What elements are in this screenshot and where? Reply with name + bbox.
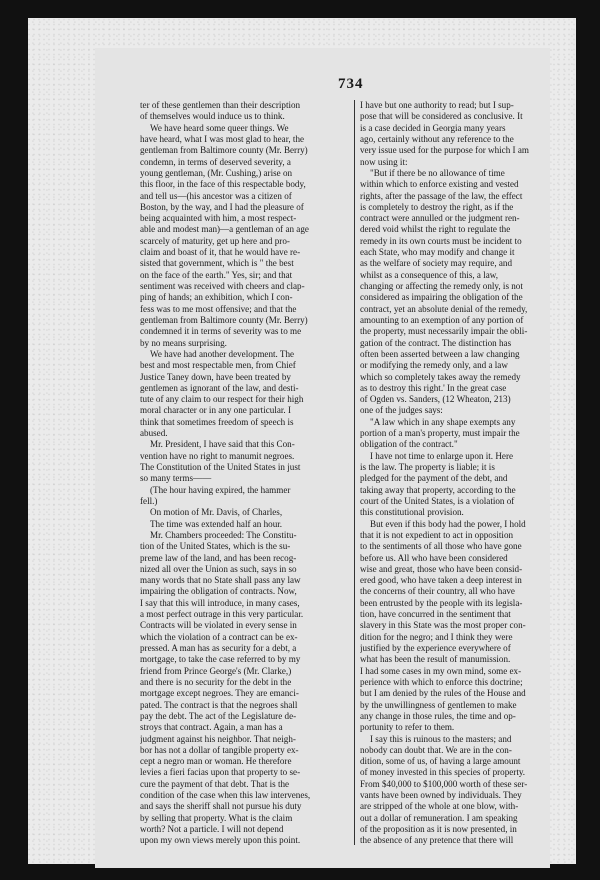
text-line: ered good, who have taken a deep interest in: [360, 575, 522, 586]
text-line: very issue used for the purpose for which I am: [360, 145, 529, 156]
text-line: been entrusted by the people with its legisla-: [360, 597, 523, 608]
text-line: "But if there be no allowance of time: [370, 167, 505, 178]
text-line: to the sentiments of all those who have gone: [360, 541, 522, 552]
text-line: We have heard some queer things. We: [150, 122, 289, 133]
text-line: what has been the result of manumission.: [360, 654, 511, 665]
text-line: now using it:: [360, 156, 408, 167]
text-line: vention have no right to manumit negroes.: [140, 450, 295, 461]
text-line: able and modest man)—a gentleman of an age: [140, 224, 309, 235]
text-line: but I am denied by the rules of the House and: [360, 688, 526, 699]
text-line: remedy in its own courts must be incident to: [360, 235, 522, 246]
text-line: mortgage except negroes. They are emanci-: [140, 688, 299, 699]
column-divider: [354, 100, 355, 845]
text-line: young gentleman, (Mr. Cushing,) arise on: [140, 167, 293, 178]
text-line: often been asserted between a law changing: [360, 348, 520, 359]
text-line: abused.: [140, 428, 168, 439]
text-line: I have not time to enlarge upon it. Here: [370, 450, 514, 461]
text-line: condemned it in terms of severity was to me: [140, 326, 302, 337]
text-line: upon my own views merely upon this point.: [140, 835, 301, 846]
text-line: is the law. The property is liable; it is: [360, 462, 495, 472]
text-line: many words that no State shall pass any law: [140, 575, 301, 586]
text-line: tion, have concurred in the sentiment that: [360, 609, 511, 620]
text-line: a most perfect outrage in this very particular.: [140, 609, 304, 620]
text-line: the absence of any pretence that there will: [360, 835, 514, 846]
text-line: The time was extended half an hour.: [150, 518, 283, 529]
text-line: is completely to destroy the right, as if the: [360, 201, 514, 212]
text-line: this floor, in the face of this respectable body,: [140, 179, 306, 190]
text-line: From $40,000 to $100,000 worth of these ser-: [360, 778, 528, 789]
text-line: amounting to an exemption of any portion of: [360, 314, 524, 325]
text-line: obligation of the contract.": [360, 439, 458, 450]
text-line: is a case decided in Georgia many years: [360, 122, 506, 133]
text-line: pledged for the payment of the debt, and: [360, 473, 508, 484]
text-line: dition, some of us, of having a large amount: [360, 756, 521, 767]
text-line: pated. The contract is that the negroes shall: [140, 699, 298, 710]
text-line: of money invested in this species of property.: [360, 767, 526, 778]
text-line: gentleman from Baltimore county (Mr. Berry): [140, 145, 308, 156]
page-number: 734: [338, 76, 364, 92]
text-line: which the violation of a contract can be ex-: [140, 631, 298, 642]
text-line: pose that will be considered as conclusive. It: [360, 111, 523, 122]
text-line: portion of a man's property, must impair the: [360, 428, 520, 439]
text-line: this constitutional provision.: [360, 507, 464, 518]
text-line: Mr. Chambers proceeded: The Constitu-: [150, 529, 297, 540]
text-line: that it is not expedient to act in opposition: [360, 529, 514, 540]
text-line: Contracts will be violated in every sense in: [140, 620, 297, 631]
text-line: pressed. A man has as security for a debt, a: [140, 643, 297, 653]
text-line: as the welfare of society may require, and: [360, 258, 513, 269]
text-line: We have had another development. The: [150, 348, 295, 359]
text-line: before us. All who have been considered: [360, 552, 508, 563]
text-line: "A law which in any shape exempts any: [370, 416, 516, 427]
right-column: [360, 100, 565, 847]
text-line: dered void whilst the right to regulate the: [360, 224, 511, 235]
text-line: each State, who may modify and change it: [360, 247, 515, 258]
text-line: changing or affecting the remedy only, is not: [360, 281, 523, 291]
text-line: levies a fieri facias upon that property to se-: [140, 767, 301, 778]
text-line: wise and great, those who have been consid-: [360, 563, 523, 574]
text-line: stroys that contract. Again, a man has a: [140, 722, 283, 733]
text-line: out a dollar of remuneration. I am speaking: [360, 812, 518, 823]
text-line: fell.): [140, 495, 158, 506]
text-line: I say that this will introduce, in many cases,: [140, 597, 300, 608]
text-line: (The hour having expired, the hammer: [150, 484, 291, 495]
text-line: have heard, what I was most glad to hear, the: [140, 133, 305, 144]
text-line: the property, must necessarily impair the obli-: [360, 326, 528, 337]
text-line: portunity to refer to them.: [360, 722, 455, 733]
text-line: contract, yet an absolute denial of the remedy,: [360, 303, 528, 314]
text-line: judgment against his neighbor. That neigh-: [140, 733, 296, 744]
text-line: claim and boast of it, that he would have re-: [140, 247, 301, 258]
text-line: taking away that property, according to the: [360, 484, 516, 495]
text-line: Mr. President, I have said that this Con-: [150, 439, 295, 450]
text-line: considered as impairing the obligation of the: [360, 292, 523, 303]
text-line: sentiment was received with cheers and clap-: [140, 281, 305, 291]
text-line: I had some cases in my own mind, some ex-: [360, 665, 522, 676]
text-line: cure the payment of that debt. That is the: [140, 778, 290, 789]
text-line: court of the United States, is a violation of: [360, 495, 515, 506]
text-line: sisted that government, which is " the best: [140, 258, 294, 269]
text-line: on the face of the earth." Yes, sir; and that: [140, 269, 293, 280]
text-line: I say this is ruinous to the masters; and: [370, 733, 512, 744]
text-line: one of the judges says:: [360, 405, 443, 416]
text-line: whilst as a consequence of this, a law,: [360, 269, 499, 280]
text-line: nobody can doubt that. We are in the con-: [360, 744, 512, 755]
text-line: tute of any claim to our respect for their high: [140, 394, 304, 405]
text-line: rights, after the passage of the law, the effect: [360, 190, 523, 201]
text-line: by selling that property. What is the claim: [140, 812, 293, 823]
text-line: condemn, in terms of deserved severity, a: [140, 156, 291, 167]
text-line: gentleman from Baltimore county (Mr. Berry): [140, 314, 308, 325]
text-line: But even if this body had the power, I hold: [370, 518, 526, 529]
text-line: gation of the contract. The distinction has: [360, 337, 512, 348]
text-line: nized all over the Union as such, says in so: [140, 563, 297, 574]
text-line: ter of these gentlemen than their description: [140, 100, 301, 110]
text-line: contract were annulled or the judgment ren-: [360, 213, 520, 224]
text-line: fess was to me most offensive; and that the: [140, 303, 297, 314]
text-line: or modifying the remedy only, and a law: [360, 360, 508, 371]
text-line: I have but one authority to read; but I sup-: [360, 100, 514, 110]
text-line: within which to enforce existing and vested: [360, 179, 519, 190]
text-line: tion of the United States, which is the su-: [140, 541, 291, 552]
text-line: by no means surprising.: [140, 337, 227, 348]
text-line: preme law of the land, and has been recog-: [140, 552, 297, 563]
text-line: vants have been owned by individuals. They: [360, 790, 522, 801]
text-line: scarcely of maturity, get up here and pro-: [140, 235, 290, 246]
text-line: condition of the case when this law intervenes,: [140, 790, 311, 801]
text-line: slavery in this State was the most proper con-: [360, 620, 526, 631]
text-line: the concerns of their country, all who have: [360, 586, 515, 597]
text-line: friend from Prince George's (Mr. Clarke,): [140, 665, 292, 676]
text-line: perience with which to enforce this doctrine;: [360, 676, 523, 687]
text-line: are stripped of the whole at one blow, with-: [360, 801, 519, 812]
text-line: of the proposition as it is now presented, in: [360, 824, 517, 834]
text-line: The Constitution of the United States in just: [140, 462, 301, 472]
left-column: [140, 100, 345, 847]
text-line: Boston, by the way, and I had the pleasure of: [140, 201, 304, 212]
text-line: of themselves would induce us to think.: [140, 111, 285, 122]
text-line: as to destroy this right.' In the great case: [360, 382, 507, 393]
text-line: moral character or in any one particular. I: [140, 405, 291, 416]
text-line: gentlemen as ignorant of the law, and desti-: [140, 382, 299, 393]
text-line: being acquainted with him, a most respect-: [140, 213, 297, 224]
text-line: mortgage, to take the case referred to by my: [140, 654, 301, 665]
text-line: impairing the obligation of contracts. Now,: [140, 586, 297, 597]
text-line: which so completely takes away the remedy: [360, 371, 521, 382]
text-line: On motion of Mr. Davis, of Charles,: [150, 507, 283, 518]
text-line: and tell us—(his ancestor was a citizen of: [140, 190, 292, 201]
text-line: ago, certainly without any reference to the: [360, 133, 514, 144]
text-line: justified by the experience everywhere of: [360, 643, 511, 653]
text-line: of Ogden vs. Sanders, (12 Wheaton, 213): [360, 394, 511, 405]
text-line: dition for the negro; and I think they were: [360, 631, 513, 642]
text-line: and says the sheriff shall not pursue his duty: [140, 801, 302, 812]
text-line: think that sometimes freedom of speech is: [140, 416, 294, 427]
text-line: ping of hands; an exhibition, which I con-: [140, 292, 293, 303]
text-line: and there is no security for the debt in the: [140, 676, 292, 687]
text-line: by the unwillingness of gentlemen to make: [360, 699, 517, 710]
text-line: cept a negro man or woman. He therefore: [140, 756, 292, 767]
text-line: best and most respectable men, from Chief: [140, 360, 296, 371]
text-line: any change in those rules, the time and op-: [360, 710, 516, 721]
text-line: Justice Taney down, have been treated by: [140, 371, 291, 382]
text-line: worth? Not a particle. I will not depend: [140, 824, 284, 834]
text-line: so many terms——: [140, 473, 212, 484]
text-line: bor has not a dollar of tangible property ex-: [140, 744, 299, 755]
text-line: pay the debt. The act of the Legislature de-: [140, 710, 297, 721]
